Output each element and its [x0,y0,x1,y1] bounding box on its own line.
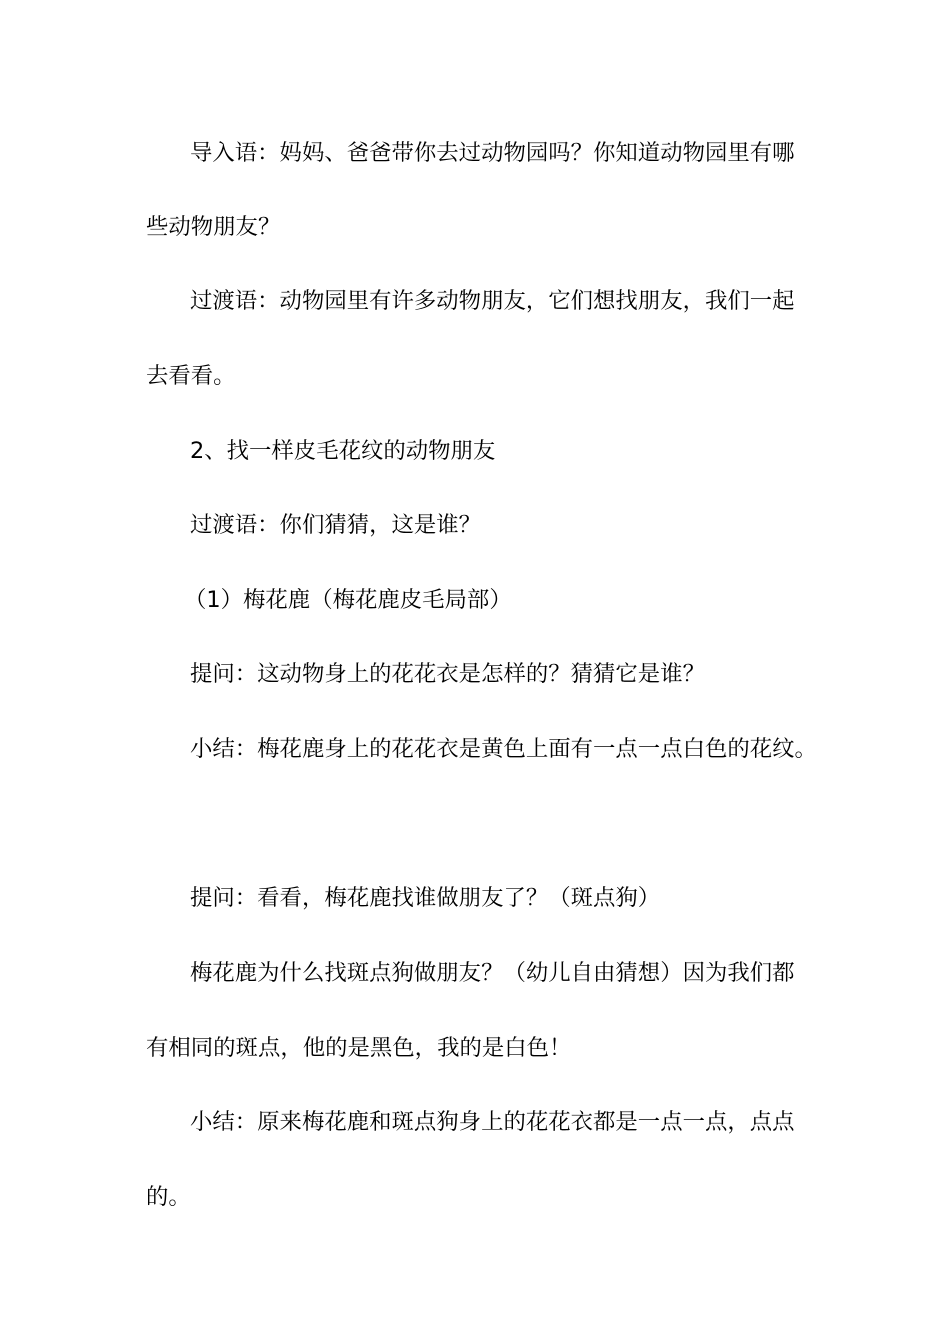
paragraph-intro-line-1: 导入语：妈妈、爸爸带你去过动物园吗？你知道动物园里有哪 [190,140,795,166]
paragraph-question-1: 提问：这动物身上的花花衣是怎样的？猜猜它是谁？ [190,661,705,687]
paragraph-reason-line-1: 梅花鹿为什么找斑点狗做朋友？（幼儿自由猜想）因为我们都 [190,960,795,986]
paragraph-question-2: 提问：看看，梅花鹿找谁做朋友了？（斑点狗） [190,885,661,911]
subsection-heading: （1）梅花鹿（梅花鹿皮毛局部） [184,587,512,613]
section-heading: 2、找一样皮毛花纹的动物朋友 [190,438,496,464]
paragraph-intro-line-2: 些动物朋友？ [146,214,281,240]
paragraph-summary-2-line-2: 的。 [146,1184,191,1210]
paragraph-summary-1: 小结：梅花鹿身上的花花衣是黄色上面有一点一点白色的花纹。 [190,736,817,762]
paragraph-transition-line-2: 去看看。 [146,363,236,389]
paragraph-summary-2-line-1: 小结：原来梅花鹿和斑点狗身上的花花衣都是一点一点，点点 [190,1109,795,1135]
paragraph-reason-line-2: 有相同的斑点，他的是黑色，我的是白色！ [146,1035,572,1061]
paragraph-transition-line-1: 过渡语：动物园里有许多动物朋友，它们想找朋友，我们一起 [190,288,795,314]
paragraph-transition-guess: 过渡语：你们猜猜，这是谁？ [190,512,482,538]
